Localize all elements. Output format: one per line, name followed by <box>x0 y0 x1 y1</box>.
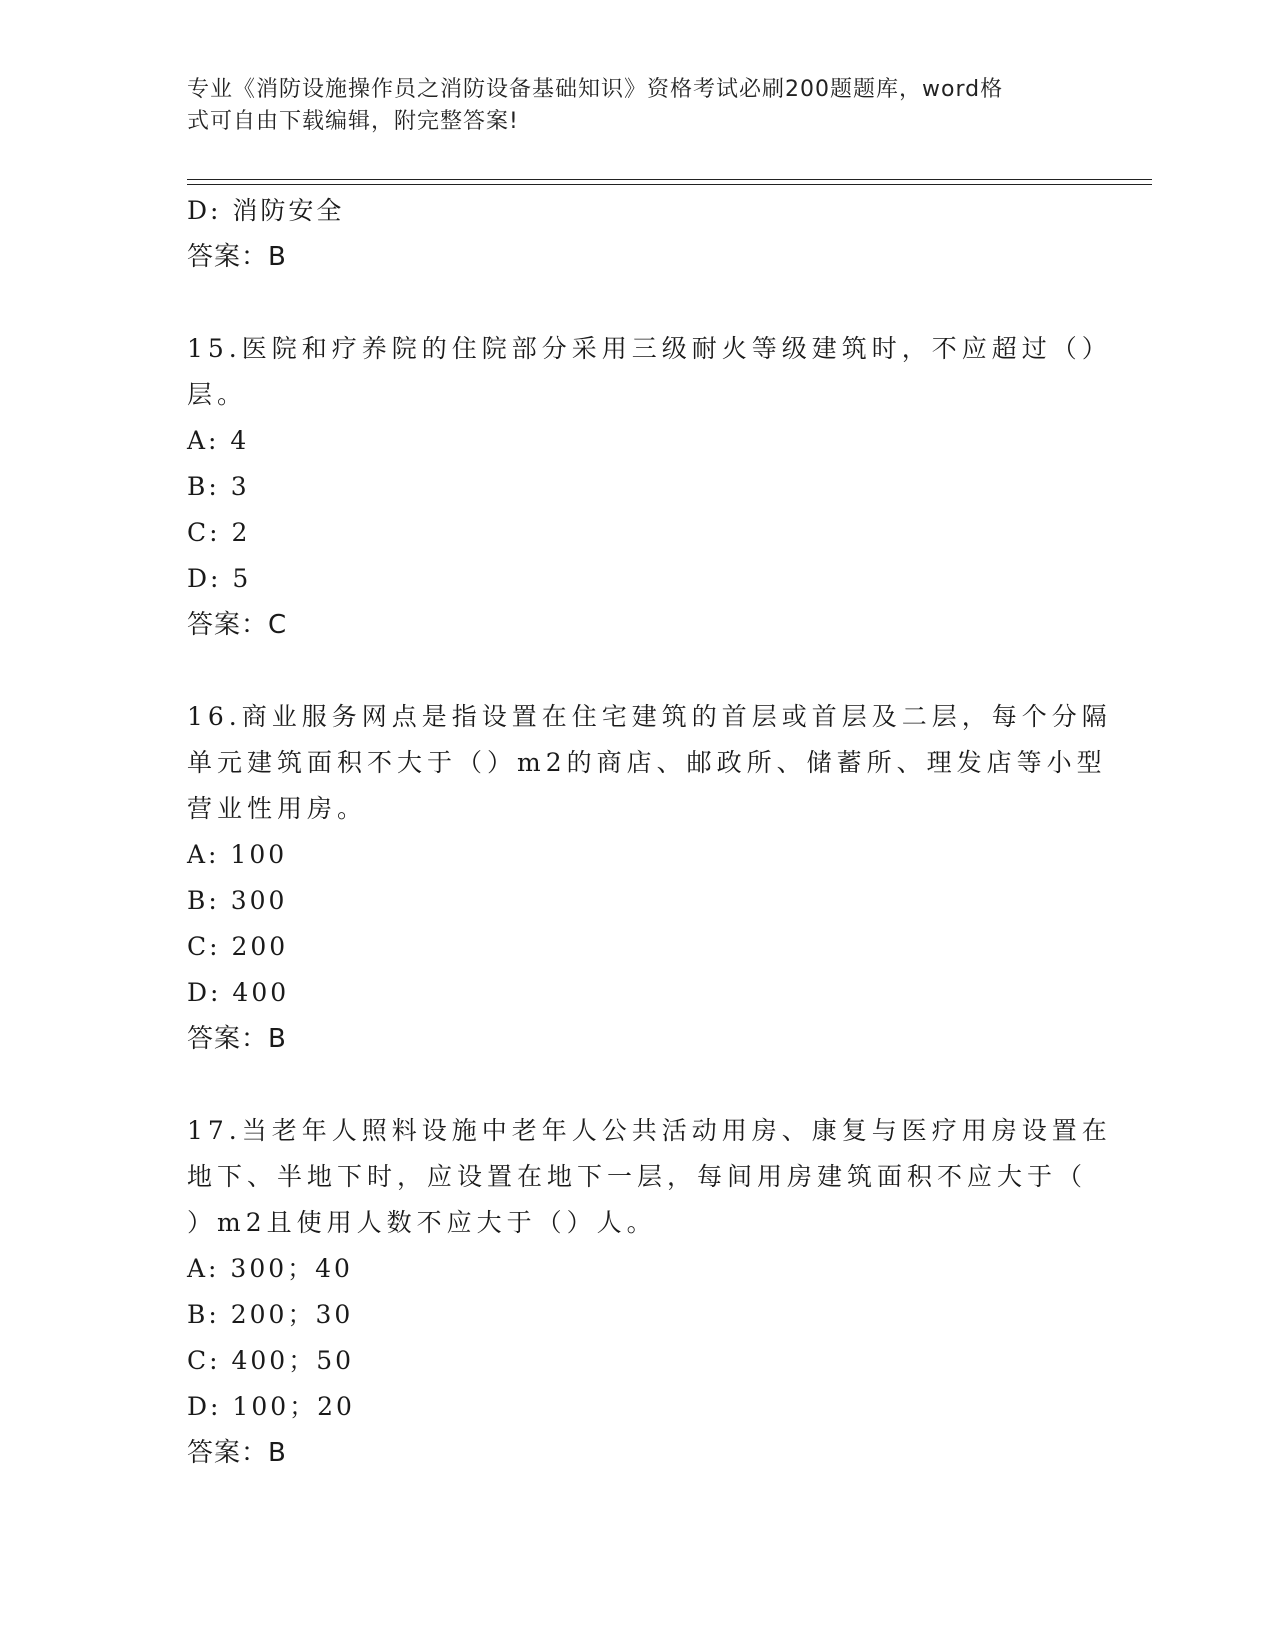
question-line: 地下、半地下时，应设置在地下一层，每间用房建筑面积不应大于（ <box>187 1162 1088 1191</box>
previous-question-tail <box>187 188 1067 280</box>
option-a: A: 100 <box>187 840 288 869</box>
question-text <box>187 1108 1112 1246</box>
header-divider-top <box>187 179 1152 180</box>
option-d: D: 400 <box>187 978 290 1007</box>
question-line: 16.商业服务网点是指设置在住宅建筑的首层或首层及二层，每个分隔 <box>187 702 1112 731</box>
question-line: 17.当老年人照料设施中老年人公共活动用房、康复与医疗用房设置在 <box>187 1116 1112 1145</box>
header-line-2: 式可自由下载编辑，附完整答案! <box>187 109 519 134</box>
question-text <box>187 326 1112 418</box>
option-d: D: 100；20 <box>187 1392 355 1421</box>
question-line: 层。 <box>187 380 248 409</box>
question-line: 营业性用房。 <box>187 794 368 823</box>
answer-line: 答案：B <box>187 1438 287 1468</box>
option-c: C: 400；50 <box>187 1346 355 1375</box>
option-c: C: 2 <box>187 518 251 547</box>
option-b: B: 3 <box>187 472 250 501</box>
document-body <box>187 188 1112 1476</box>
spacer <box>187 648 1067 694</box>
question-16 <box>187 694 1112 1062</box>
option-d: D: 消防安全 <box>187 196 345 225</box>
question-15 <box>187 326 1112 648</box>
header-line-1: 专业《消防设施操作员之消防设备基础知识》资格考试必刷200题题库，word格 <box>187 77 1004 102</box>
question-line: ）m2且使用人数不应大于（）人。 <box>187 1208 657 1237</box>
question-line: 单元建筑面积不大于（）m2的商店、邮政所、储蓄所、理发店等小型 <box>187 748 1107 777</box>
question-line: 15.医院和疗养院的住院部分采用三级耐火等级建筑时，不应超过（） <box>187 334 1112 363</box>
option-c: C: 200 <box>187 932 289 961</box>
question-17 <box>187 1108 1112 1476</box>
option-b: B: 200；30 <box>187 1300 354 1329</box>
document-header <box>187 74 1067 138</box>
option-a: A: 4 <box>187 426 250 455</box>
header-divider-bottom <box>187 184 1152 185</box>
spacer <box>187 1062 1067 1108</box>
option-d: D: 5 <box>187 564 252 593</box>
answer-line: 答案：B <box>187 242 287 272</box>
question-text <box>187 694 1112 832</box>
option-b: B: 300 <box>187 886 288 915</box>
spacer <box>187 280 1067 326</box>
answer-line: 答案：B <box>187 1024 287 1054</box>
option-a: A: 300；40 <box>187 1254 353 1283</box>
answer-line: 答案：C <box>187 610 288 640</box>
